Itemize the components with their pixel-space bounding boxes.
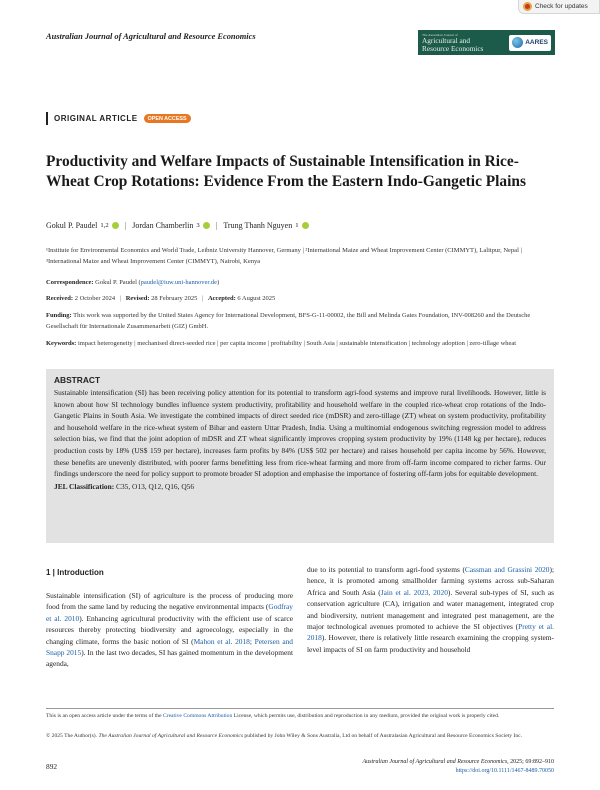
orcid-icon[interactable] bbox=[203, 222, 210, 229]
aares-label: AARES bbox=[525, 39, 548, 46]
funding-label: Funding: bbox=[46, 312, 72, 319]
author-name[interactable]: Gokul P. Paudel bbox=[46, 221, 98, 230]
correspondence-label: Correspondence: bbox=[46, 279, 94, 286]
intro-text: ). However, there is relatively little research examining the cropping system-level impacts of SI on farm productivity and household bbox=[307, 633, 554, 654]
article-type-bar bbox=[46, 112, 48, 125]
received-label: Received: bbox=[46, 295, 74, 302]
author-name[interactable]: Trung Thanh Nguyen bbox=[223, 221, 293, 230]
abstract-text: Sustainable intensification (SI) has been receiving policy attention for its potential to transform agri-food systems and improve rural livelihoods. However, little is known about how SI technology bundles influence system productivity, profitability and household welfare in the coupled rice-wheat crop rotations of the Indo-Gangetic Plains in South Asia. We investigate the combined impacts of direct seeded rice (mDSR) and zero-tillage (ZT) wheat on system productivity, profitability and household welfare in the rice-wheat system of Bihar and eastern Uttar Pradesh, India. Using a multinomial endogenous switching regression model to address selection bias, we find that the joint adoption of mDSR and ZT wheat significantly improves cropping system productivity by 19% (1148 kg per hectare), reduces production costs by 18% (US$ 159 per hectare), increases farm profits by 84% (US$ 502 per hectare) and raises household per capita income by 56%. However, these benefits are unevenly distributed, with poorer farms benefitting less from rice-wheat farming and more from off-farm income compared to richer farms. Our findings underscore the need for policy support to promote broader SI adoption and emphasise the importance of fostering off-farm jobs for equitable development. bbox=[54, 388, 546, 479]
received-date: 2 October 2024 bbox=[74, 295, 116, 302]
author-affiliation-sup: 1,2 bbox=[100, 222, 109, 229]
funding-text: This work was supported by the United States Agency for International Development, BFS-G-11-00002, the Bill and Melinda Gates Foundation, INV-008260 and the Deutsche Gesellschaft für Internationale Zusammenarbeit (GIZ) GmbH. bbox=[46, 312, 531, 330]
article-type-label: ORIGINAL ARTICLE bbox=[54, 114, 138, 123]
license-notice bbox=[46, 712, 554, 721]
introduction-right-column bbox=[307, 564, 554, 655]
keywords bbox=[46, 339, 554, 350]
journal-header-title: Australian Journal of Agricultural and Resource Economics bbox=[46, 32, 256, 41]
introduction-left-column bbox=[46, 590, 293, 670]
correspondence bbox=[46, 279, 219, 286]
open-access-badge: OPEN ACCESS bbox=[144, 114, 191, 123]
accepted-label: Accepted: bbox=[207, 295, 236, 302]
date-separator: | bbox=[202, 295, 204, 302]
date-separator: | bbox=[119, 295, 122, 302]
accepted-date: 6 August 2025 bbox=[237, 295, 276, 302]
creative-commons-link[interactable]: Creative Commons Attribution bbox=[162, 713, 233, 719]
correspondence-close: ) bbox=[217, 279, 220, 286]
keywords-text: impact heterogeneity | mechanised direct-seeded rice | per capita income | profitability | South Asia | sustainable intensification | technology adoption | zero-tillage wheat bbox=[77, 340, 517, 347]
aares-mark bbox=[509, 35, 551, 51]
revised-date: 28 February 2025 bbox=[151, 295, 198, 302]
author-separator: | bbox=[215, 221, 218, 230]
abstract-heading: ABSTRACT bbox=[54, 375, 101, 385]
page-number: 892 bbox=[46, 762, 58, 771]
correspondence-email-link[interactable]: paudel@iuw.uni-hannover.de bbox=[140, 279, 217, 286]
journal-logo-text bbox=[422, 33, 505, 52]
author-name[interactable]: Jordan Chamberlin bbox=[132, 221, 194, 230]
check-for-updates-label: Check for updates bbox=[535, 3, 588, 10]
citation-journal: Australian Journal of Agricultural and Resource Economics bbox=[362, 759, 508, 765]
funding-statement bbox=[46, 311, 554, 332]
copyright-text: © 2025 The Author(s). bbox=[46, 733, 99, 739]
crossmark-icon bbox=[523, 2, 532, 11]
citation-link[interactable]: Pretty et al. 2018 bbox=[307, 622, 554, 643]
intro-text: ; bbox=[249, 636, 255, 646]
author-list bbox=[46, 221, 309, 230]
license-text: This is an open access article under the terms of the bbox=[46, 713, 163, 719]
citation-link[interactable]: Jain et al. 2023, 2020 bbox=[380, 587, 448, 597]
article-type-row bbox=[46, 112, 191, 125]
intro-text: ); hence, it is promoted among smallholder farming systems across sub-Saharan Africa and South Asia ( bbox=[307, 565, 554, 597]
article-dates bbox=[46, 295, 275, 302]
citation-link[interactable]: Petersen and Snapp 2015 bbox=[46, 636, 293, 658]
license-text: License, which permits use, distribution and reproduction in any medium, provided the original work is properly cited. bbox=[232, 713, 500, 719]
intro-text: due to its potential to transform agri-food systems ( bbox=[307, 565, 465, 574]
journal-logo-line1: Agricultural and bbox=[422, 36, 471, 45]
author-affiliation-sup: 1 bbox=[295, 222, 299, 229]
copyright-notice bbox=[46, 732, 554, 741]
intro-text: ). Enhancing agricultural productivity with the efficient use of scarce resources thereby protecting biodiversity and agroecology, especially in the changing climate, forms the basic notion of SI ( bbox=[46, 613, 293, 646]
abstract-box bbox=[46, 369, 554, 543]
orcid-icon[interactable] bbox=[112, 222, 119, 229]
journal-logo[interactable] bbox=[418, 30, 555, 55]
article-title: Productivity and Welfare Impacts of Sustainable Intensification in Rice-Wheat Crop Rotations: Evidence From the Eastern Indo-Gangetic Plains bbox=[46, 153, 526, 190]
introduction-heading: 1 | Introduction bbox=[46, 568, 104, 577]
intro-text: ). In the last two decades, SI has gained momentum in the development agenda, bbox=[46, 648, 293, 669]
copyright-journal: The Australian Journal of Agricultural and Resource Economics bbox=[98, 733, 244, 739]
affiliations: ¹Institute for Environmental Economics and World Trade, Leibniz University Hannover, Germany | ²International Maize and Wheat Improvement Center (CIMMYT), Lalitpur, Nepal | ³International Maize and Wheat Improvement Center (CIMMYT), Nairobi, Kenya bbox=[46, 247, 522, 265]
jel-label: JEL Classification: bbox=[54, 481, 115, 491]
footer-citation bbox=[363, 758, 555, 776]
intro-text: Sustainable intensification (SI) of agriculture is the process of producing more food from the same land by reducing the negative environmental impacts ( bbox=[46, 591, 293, 612]
journal-logo-small: The Australian Journal of bbox=[422, 33, 458, 37]
author-affiliation-sup: 3 bbox=[196, 222, 200, 229]
journal-logo-line2: Resource Economics bbox=[422, 43, 484, 53]
author-separator: | bbox=[124, 221, 127, 230]
footer-divider bbox=[46, 708, 554, 709]
globe-icon bbox=[512, 37, 523, 48]
doi-link[interactable]: https://doi.org/10.1111/1467-8489.70050 bbox=[455, 768, 554, 774]
keywords-label: Keywords: bbox=[46, 340, 77, 347]
citation-link[interactable]: Mahon et al. 2018 bbox=[193, 636, 250, 646]
intro-text: ). Several sub-types of SI, such as conservation agriculture (CA), irrigation and water management, integrated crop and biodiversity, nutrient management and integrated pest management, are the major technological avenues promoted to achieve the SI objectives ( bbox=[307, 587, 554, 632]
citation-link[interactable]: Godfray et al. 2010 bbox=[46, 602, 293, 623]
citation-link[interactable]: Cassman and Grassini 2020 bbox=[464, 565, 550, 574]
correspondence-name: Gokul P. Paudel ( bbox=[95, 279, 141, 286]
copyright-text: published by John Wiley & Sons Australia, Ltd on behalf of Australasian Agricultural and Resource Economics Society Inc. bbox=[243, 733, 523, 739]
orcid-icon[interactable] bbox=[302, 222, 309, 229]
citation-issue: , 2025; 69:892–910 bbox=[507, 759, 554, 765]
jel-codes: C35, O13, Q12, Q16, Q56 bbox=[116, 481, 195, 491]
check-for-updates-button[interactable] bbox=[518, 0, 600, 14]
jel-classification bbox=[54, 481, 546, 493]
revised-label: Revised: bbox=[125, 295, 150, 302]
